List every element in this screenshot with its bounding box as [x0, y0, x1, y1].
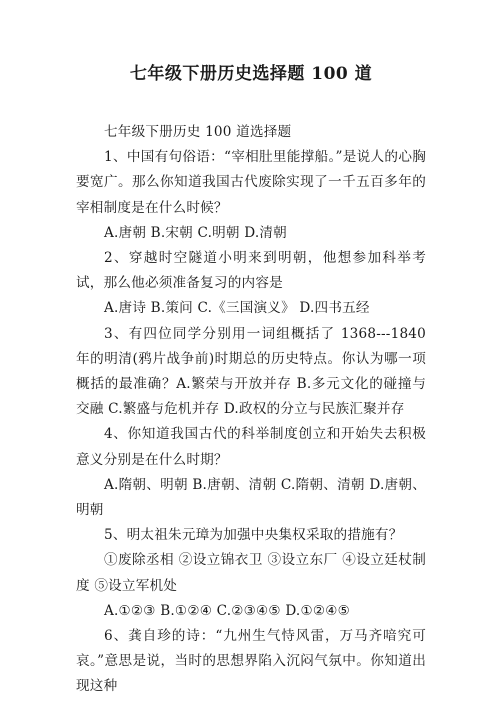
question-1-text: 1、中国有句俗语：“宰相肚里能撑船。”是说人的心胸要宽广。那么你知道我国古代废除实现了一千五百多年的宰相制度是在什么时候？ [76, 149, 426, 216]
question-4-options: A.隋朝、明朝 B.唐朝、清朝 C.隋朝、清朝 D.唐朝、明朝 [76, 476, 426, 519]
question-1-options: A.唐朝 B.宋朝 C.明朝 D.清朝 [104, 224, 287, 241]
question-5-statements: ①废除丞相 ②设立锦衣卫 ③设立东厂 ④设立廷杖制度 ⑤设立军机处 [76, 552, 426, 594]
question-2-text: 2、穿越时空隧道小明来到明朝，他想参加科举考试，那么他必须准备复习的内容是 [76, 250, 426, 292]
question-5-options: A.①②③ B.①②④ C.②③④⑤ D.①②④⑤ [104, 602, 350, 619]
question-4-text: 4、你知道我国古代的科举制度创立和开始失去积极意义分别是在什么时期？ [76, 426, 426, 468]
question-2-options: A.唐诗 B.策问 C.《三国演义》 D.四书五经 [104, 300, 370, 317]
question-3-text: 3、有四位同学分别用一词组概括了 1368---1840 年的明清(鸦片战争前)时期总的历史特点。你认为哪一项概括的最准确？A.繁荣与开放并存 B.多元文化的碰撞与交融 C.繁盛与危机并存 D.政权的分立与民族汇聚并存 [76, 325, 426, 418]
document-body [76, 120, 426, 700]
document-title: 七年级下册历史选择题 100 道 [129, 64, 373, 84]
question-6-text: 6、龚自珍的诗：“九州生气恃风雷，万马齐喑究可哀。”意思是说，当时的思想界陷入沉闷气氛中。你知道出现这种 [76, 628, 426, 695]
document-subtitle: 七年级下册历史 100 道选择题 [104, 124, 292, 140]
question-5-text: 5、明太祖朱元璋为加强中央集权采取的措施有？ [104, 527, 403, 544]
